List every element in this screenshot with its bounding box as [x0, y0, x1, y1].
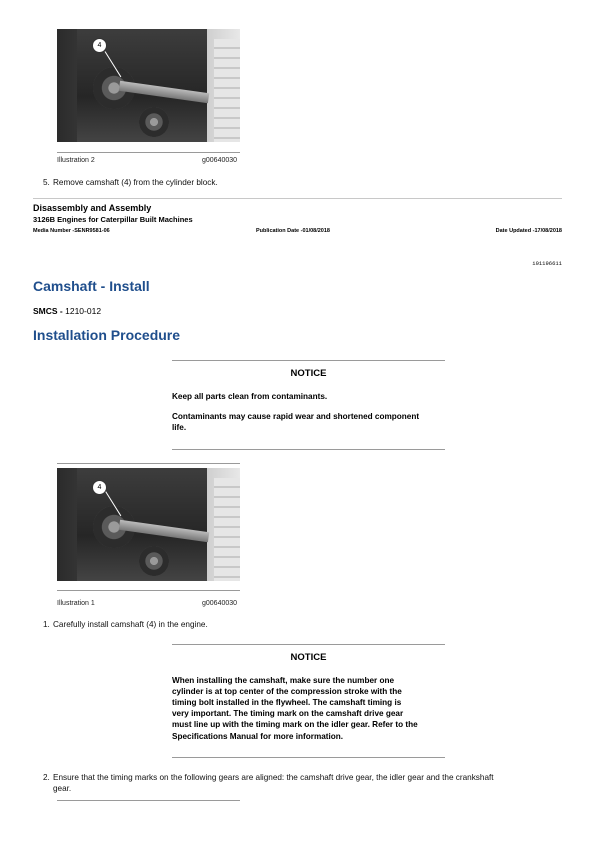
- document-id: i01196611: [532, 260, 562, 267]
- notice-text: very important. The timing mark on the camshaft drive gear: [172, 709, 404, 718]
- background-panel-graphic: [214, 39, 240, 142]
- figure-caption-label: Illustration 2: [57, 157, 95, 164]
- notice-text: When installing the camshaft, make sure the number one: [172, 676, 395, 685]
- smcs-label: SMCS -: [33, 306, 63, 316]
- figure-caption-rule: [57, 590, 240, 591]
- step-number: 2.: [43, 773, 50, 782]
- notice-text: must line up with the timing mark on the idler gear. Refer to the: [172, 720, 418, 729]
- page-title: Camshaft - Install: [33, 278, 150, 294]
- publication-date: Publication Date -01/08/2018: [256, 228, 330, 234]
- document-subtitle: 3126B Engines for Caterpillar Built Machines: [33, 215, 193, 224]
- figure-caption-id: g00640030: [202, 600, 238, 607]
- camshaft-install-photo: [57, 468, 240, 581]
- step-text: Carefully install camshaft (4) in the engine.: [53, 620, 208, 629]
- media-number: Media Number -SENR9581-06: [33, 228, 110, 234]
- notice-text: life.: [172, 423, 187, 432]
- notice-text: Keep all parts clean from contaminants.: [172, 392, 328, 401]
- notice-text: timing bolt installed in the flywheel. The camshaft timing is: [172, 698, 402, 707]
- lower-pulley-graphic: [139, 107, 169, 137]
- callout-label: 4: [92, 38, 107, 53]
- callout-label: 4: [92, 480, 107, 495]
- notice-bottom-rule: [172, 757, 445, 758]
- date-updated: Date Updated -17/08/2018: [495, 228, 562, 234]
- smcs-value: 1210-012: [65, 306, 102, 316]
- notice-text: Contaminants may cause rapid wear and shortened component: [172, 412, 420, 421]
- section-divider: [33, 198, 562, 199]
- step-2-continued: [53, 783, 71, 794]
- notice-bottom-rule: [172, 449, 445, 450]
- figure-top-rule: [57, 463, 240, 464]
- section-title: Installation Procedure: [33, 327, 181, 343]
- figure-top-rule: [57, 800, 240, 801]
- step-number: 5.: [43, 178, 50, 187]
- figure-caption-id: g00640030: [202, 157, 238, 164]
- step-number: 1.: [43, 620, 50, 629]
- figure-caption-label: Illustration 1: [57, 600, 95, 607]
- section-heading: Disassembly and Assembly: [33, 203, 152, 213]
- camshaft-removal-photo: [57, 29, 240, 142]
- background-panel-graphic: [214, 478, 240, 581]
- notice-top-rule: [172, 360, 445, 361]
- notice-text: cylinder is at top center of the compression stroke with the: [172, 687, 402, 696]
- step-text: Ensure that the timing marks on the following gears are aligned: the camshaft drive gear, the idler gear and the crankshaft: [53, 773, 494, 782]
- step-text: gear.: [53, 784, 72, 793]
- notice-title: NOTICE: [290, 368, 327, 379]
- smcs-line: [33, 306, 101, 316]
- notice-title: NOTICE: [290, 652, 327, 663]
- notice-top-rule: [172, 644, 445, 645]
- lower-pulley-graphic: [139, 546, 169, 576]
- figure-caption-rule: [57, 152, 240, 153]
- step-text: Remove camshaft (4) from the cylinder block.: [53, 178, 218, 187]
- notice-text: Specifications Manual for more information.: [172, 732, 344, 741]
